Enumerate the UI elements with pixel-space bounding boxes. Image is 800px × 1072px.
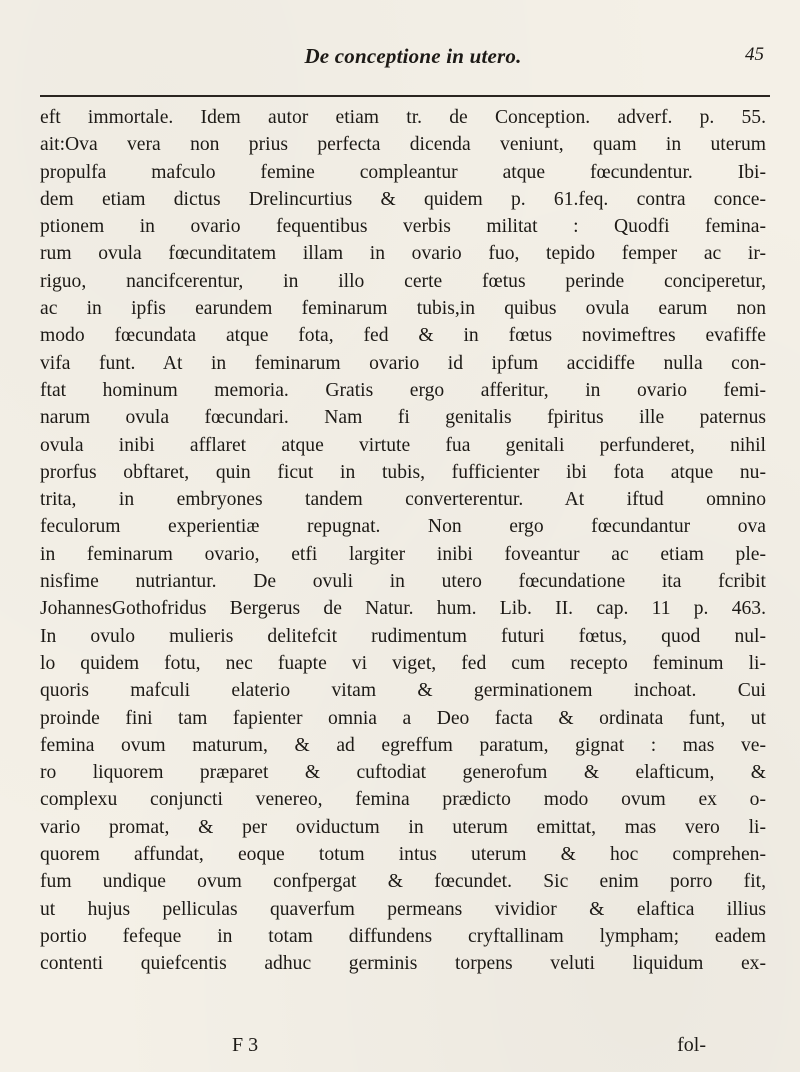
text-line: In ovulo mulieris delitefcit rudimentum futuri fœtus, quod nul-	[40, 625, 766, 647]
text-line: ovula inibi afflaret atque virtute fua genitali perfunderet, nihil	[40, 434, 766, 456]
header-rule	[40, 95, 770, 97]
text-line: ait:Ova vera non prius perfecta dicenda veniunt, quam in uterum	[40, 134, 766, 156]
running-title: De conceptione in utero.	[304, 44, 522, 68]
signature-mark: F 3	[232, 1034, 259, 1056]
text-line: quoris mafculi elaterio vitam & germinationem inchoat. Cui	[40, 680, 766, 702]
text-line: proinde fini tam fapienter omnia a Deo facta & ordinata funt, ut	[40, 707, 766, 729]
text-line: ac in ipfis earundem feminarum tubis,in quibus ovula earum non	[40, 298, 766, 320]
text-line: narum ovula fœcundari. Nam fi genitalis fpiritus ille paternus	[40, 407, 766, 429]
text-line: fum undique ovum confpergat & fœcundet. Sic enim porro fit,	[40, 871, 766, 893]
text-line: contenti quiefcentis adhuc germinis torpens veluti liquidum ex-	[40, 953, 766, 975]
text-line: femina ovum maturum, & ad egreffum paratum, gignat : mas ve-	[40, 734, 766, 756]
text-line: feculorum experientiæ repugnat. Non ergo fœcundantur ova	[40, 516, 766, 538]
text-line: dem etiam dictus Drelincurtius & quidem p. 61.feq. contra conce-	[40, 188, 766, 210]
text-line: complexu conjuncti venereo, femina prædicto modo ovum ex o-	[40, 789, 766, 811]
text-line: lo quidem fotu, nec fuapte vi viget, fed cum recepto feminum li-	[40, 652, 766, 674]
text-line: nisfime nutriantur. De ovuli in utero fœcundatione ita fcribit	[40, 571, 766, 593]
text-line: eft immortale. Idem autor etiam tr. de Conception. adverf. p. 55.	[40, 107, 766, 128]
text-line: in feminarum ovario, etfi largiter inibi foveantur ac etiam ple-	[40, 543, 766, 565]
text-line: quorem affundat, eoque totum intus uterum & hoc comprehen-	[40, 844, 766, 866]
catchword: fol-	[677, 1034, 706, 1056]
text-line: ro liquorem præparet & cuftodiat generofum & elafticum, &	[40, 762, 766, 784]
text-line: ut hujus pelliculas quaverfum permeans vividior & elaftica illius	[40, 898, 766, 920]
page-footer	[40, 1034, 766, 1064]
text-line: portio fefeque in totam diffundens cryftallinam lympham; eadem	[40, 925, 766, 947]
text-line: trita, in embryones tandem converterentur. At iftud omnino	[40, 489, 766, 511]
text-line: prorfus obftaret, quin ficut in tubis, fufficienter ibi fota atque nu-	[40, 461, 766, 483]
text-line: propulfa mafculo femine compleantur atque fœcundentur. Ibi-	[40, 161, 766, 183]
text-line: vario promat, & per oviductum in uterum emittat, mas vero li-	[40, 816, 766, 838]
text-line: modo fœcundata atque fota, fed & in fœtus novimeftres evafiffe	[40, 325, 766, 347]
body-text	[40, 104, 766, 978]
text-line: rum ovula fœcunditatem illam in ovario fuo, tepido femper ac ir-	[40, 243, 766, 265]
text-line: ptionem in ovario fequentibus verbis militat : Quodfi femina-	[40, 216, 766, 238]
page-number: 45	[745, 44, 764, 65]
page-header	[62, 44, 764, 84]
text-line: ftat hominum memoria. Gratis ergo afferitur, in ovario femi-	[40, 379, 766, 401]
text-line: vifa funt. At in feminarum ovario id ipfum accidiffe nulla con-	[40, 352, 766, 374]
text-line: JohannesGothofridus Bergerus de Natur. hum. Lib. II. cap. 11 p. 463.	[40, 598, 766, 620]
text-line: riguo, nancifcerentur, in illo certe fœtus perinde conciperetur,	[40, 270, 766, 292]
